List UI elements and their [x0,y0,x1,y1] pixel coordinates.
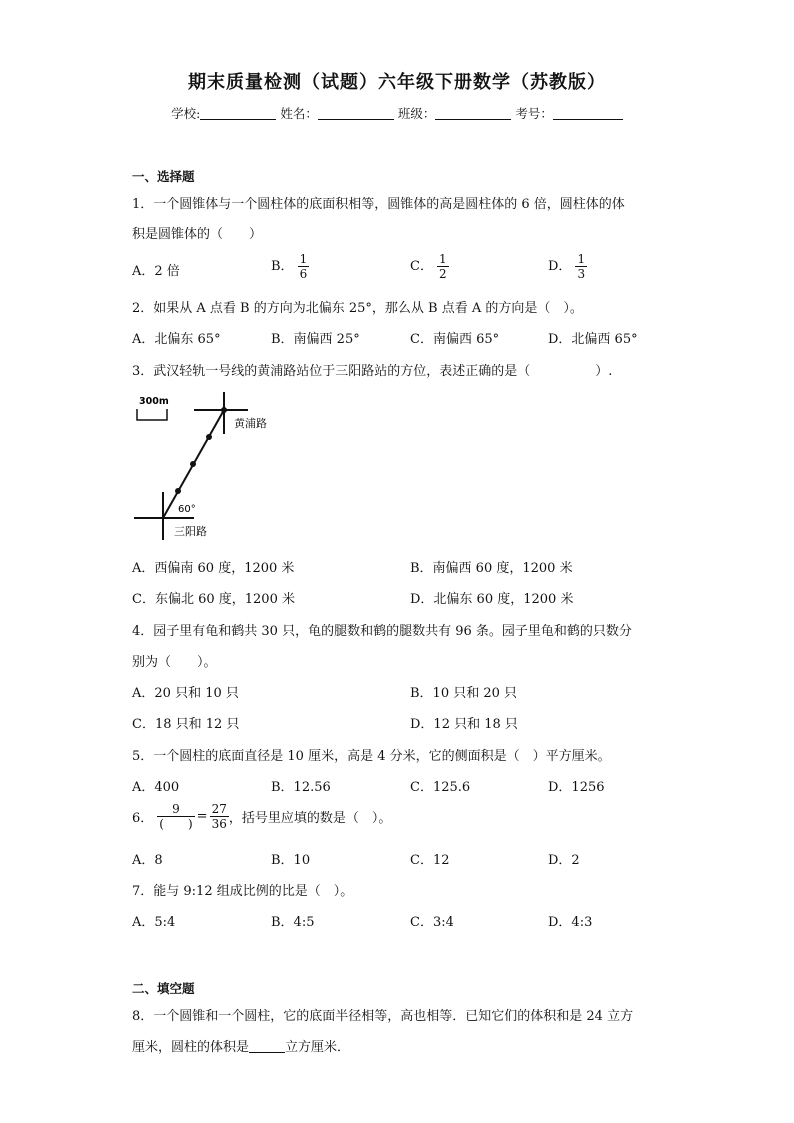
scale-bar [137,409,167,420]
fraction-numerator: 27 [211,802,227,816]
q5-option-d[interactable]: D．1256 [548,780,605,795]
page-title: 期末质量检测（试题）六年级下册数学（苏教版） [188,72,606,93]
class-blank[interactable] [435,106,511,120]
q8-stem-line1: 8．一个圆锥和一个圆柱，它的底面半径相等，高也相等．已知它们的体积和是 24 立方 [132,1009,634,1024]
school-label: 学校: [171,106,201,121]
q6-equals: = [196,809,208,824]
q5-option-a[interactable]: A．400 [132,780,180,795]
q6-fraction-right [210,802,229,831]
q3-option-a[interactable]: A．西偏南 60 度，1200 米 [132,561,295,576]
q3-option-c[interactable]: C．东偏北 60 度，1200 米 [132,592,295,607]
angle-label: 60° [178,504,196,515]
route-stop-top [221,407,227,413]
section-heading-choice: 一、选择题 [132,169,195,184]
q1-stem-line2: 积是圆锥体的（ ） [132,227,263,242]
q1-option-b[interactable] [271,252,309,281]
fraction-numerator: 1 [299,252,308,266]
fraction-denominator: 3 [577,267,586,281]
fraction-denominator: 6 [299,267,308,281]
q5-option-c[interactable]: C．125.6 [410,780,471,795]
q1-option-c-label: C． [410,259,433,274]
q1-option-d-fraction [575,252,587,281]
class-label: 班级： [397,106,436,121]
q6-option-a[interactable]: A．8 [132,853,163,868]
route-stop-3 [206,434,212,440]
fraction-numerator: 9 [157,802,194,817]
q1-option-c-fraction [437,252,449,281]
q2-option-c[interactable]: C．南偏西 65° [410,332,500,347]
q1-option-b-label: B． [271,259,294,274]
name-blank[interactable] [318,106,394,120]
section-heading-fill: 二、填空题 [132,981,195,996]
name-label: 姓名： [280,106,318,121]
q1-option-d-label: D． [548,259,572,274]
q6-stem-suffix: ，括号里应填的数是（ ）。 [228,811,392,826]
station-bottom-label: 三阳路 [174,525,207,538]
q3-option-b[interactable]: B．南偏西 60 度，1200 米 [410,561,573,576]
q3-stem: 3．武汉轻轨一号线的黄浦路站位于三阳路站的方位，表述正确的是（ ）. [132,364,613,379]
q8-answer-blank[interactable] [249,1039,285,1053]
q2-option-b[interactable]: B．南偏西 25° [271,332,360,347]
q2-option-d[interactable]: D．北偏西 65° [548,332,638,347]
q4-stem-line2: 别为（ ）。 [132,655,217,670]
q1-option-c[interactable] [410,252,449,281]
q3-option-d[interactable]: D．北偏东 60 度，1200 米 [410,592,574,607]
q6-option-d[interactable]: D．2 [548,853,580,868]
q7-option-b[interactable]: B．4:5 [271,915,315,930]
q2-stem: 2．如果从 A 点看 B 的方向为北偏东 25°，那么从 B 点看 A 的方向是（ ）。 [132,301,583,316]
q4-option-d[interactable]: D．12 只和 18 只 [410,717,518,732]
q7-option-c[interactable]: C．3:4 [410,915,454,930]
school-blank[interactable] [200,106,276,120]
q8-stem-line2 [132,1036,350,1055]
q7-option-a[interactable]: A．5:4 [132,915,176,930]
fraction-denominator-blank[interactable]: ( ) [159,817,193,831]
fraction-denominator: 2 [438,267,447,281]
fraction-denominator: 36 [211,817,227,831]
fraction-numerator: 1 [577,252,586,266]
q6-number: 6． [132,811,154,826]
q7-stem: 7．能与 9:12 组成比例的比是（ ）。 [132,884,354,899]
q6-fraction-left [157,802,194,831]
q2-option-a[interactable]: A．北偏东 65° [132,332,221,347]
number-blank[interactable] [553,106,623,120]
q1-option-b-fraction [298,252,310,281]
route-stop-2 [190,461,196,467]
station-top-label: 黄浦路 [234,417,267,430]
q4-option-c[interactable]: C．18 只和 12 只 [132,717,240,732]
q7-option-d[interactable]: D．4:3 [548,915,593,930]
q1-stem-line1: 1．一个圆锥体与一个圆柱体的底面积相等，圆锥体的高是圆柱体的 6 倍，圆柱体的体 [132,197,625,212]
q5-stem: 5．一个圆柱的底面直径是 10 厘米，高是 4 分米，它的侧面积是（ ）平方厘米。 [132,749,611,764]
fraction-numerator: 1 [438,252,447,266]
q6-option-c[interactable]: C．12 [410,853,450,868]
q8-stem-part-b: 立方厘米． [285,1040,351,1055]
q3-route-diagram [130,390,290,545]
q4-stem-line1: 4．园子里有龟和鹤共 30 只，龟的腿数和鹤的腿数共有 96 条。园子里龟和鹤的只数分 [132,624,632,639]
q4-option-a[interactable]: A．20 只和 10 只 [132,686,239,701]
q8-stem-part-a: 厘米，圆柱的体积是 [132,1040,250,1055]
number-label: 考号： [515,106,553,121]
scale-label: 300m [139,396,169,407]
q1-option-d[interactable] [548,252,587,281]
q5-option-b[interactable]: B．12.56 [271,780,331,795]
student-info-row [0,104,794,122]
q6-stem [132,802,391,831]
q6-option-b[interactable]: B．10 [271,853,311,868]
q4-option-b[interactable]: B．10 只和 20 只 [410,686,518,701]
q1-option-a[interactable]: A．2 倍 [132,264,180,279]
route-stop-1 [175,488,181,494]
